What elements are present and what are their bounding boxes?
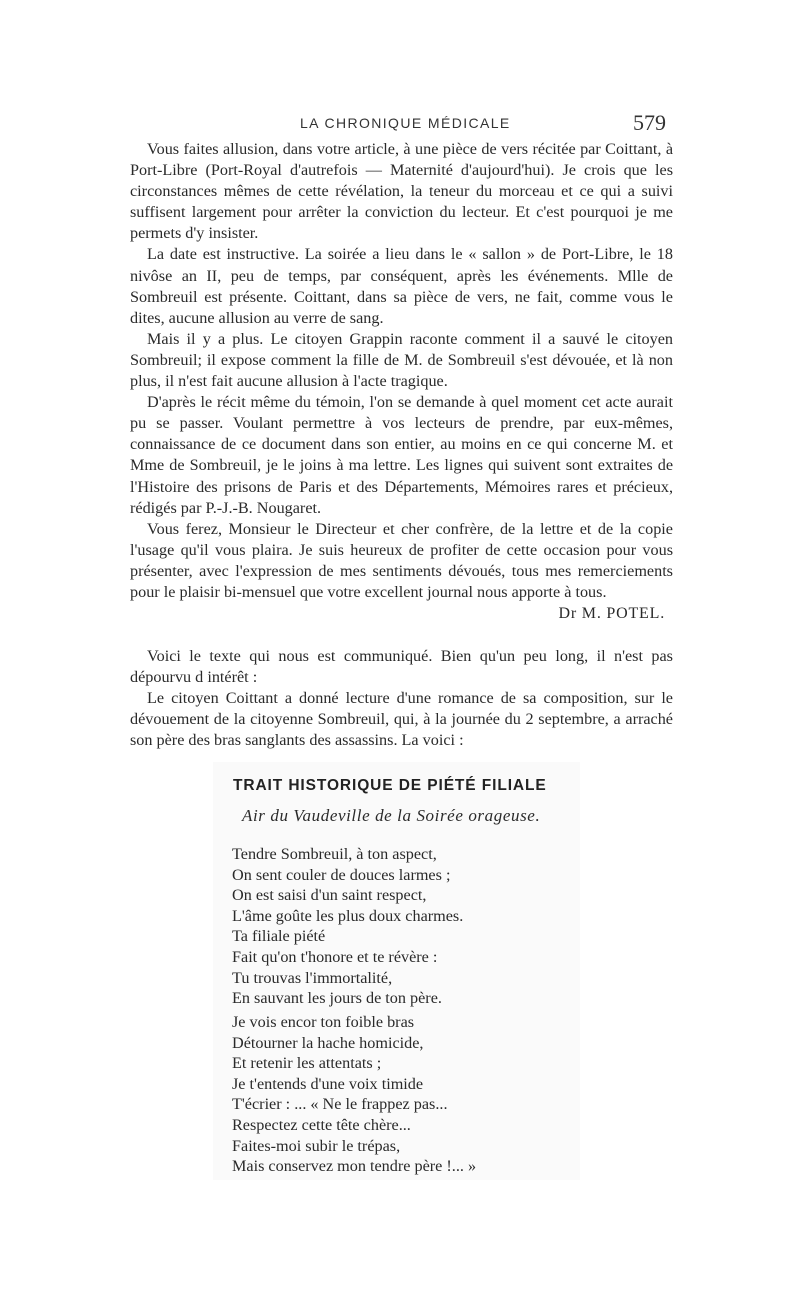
- letter-paragraph-4: D'après le récit même du témoin, l'on se demande à quel moment cet acte aurait pu se passer. Voulant permettre à vos lecteurs de prendre, par eux-mêmes, connaissance de ce document dans son entier, au moins en ce qui concerne M. et Mme de Sombreuil, je le joins à ma lettre. Les lignes qui suivent sont extraites de l'Histoire des prisons de Paris et des Départements, Mémoires rares et précieux, rédigés par P.-J.-B. Nougaret.: [130, 393, 673, 517]
- letter-paragraph-1: Vous faites allusion, dans votre article, à une pièce de vers récitée par Coittant, à Port-Libre (Port-Royal d'autrefois — Maternité d'aujourd'hui). Je crois que les circonstances mêmes de cette révélation, la teneur du morceau et ce qui a suivi suffisent largement pour arrêter la conviction du lecteur. Et c'est pourquoi je me permets d'y insister.: [130, 140, 673, 243]
- verse-line: L'âme goûte les plus doux charmes.: [232, 906, 464, 925]
- verse-line: Respectez cette tête chère...: [232, 1115, 411, 1134]
- verse-line: On sent couler de douces larmes ;: [232, 865, 451, 884]
- verse-line: Je vois encor ton foible bras: [232, 1013, 415, 1031]
- verse-line: Je t'entends d'une voix timide: [232, 1074, 424, 1093]
- verse-line: Fait qu'on t'honore et te révère :: [232, 947, 438, 966]
- verse-line: Détourner la hache homicide,: [232, 1033, 424, 1052]
- verse-line: Et retenir les attentats ;: [232, 1054, 382, 1073]
- verse-line: T'écrier : ... « Ne le frappez pas...: [232, 1095, 448, 1114]
- running-title: LA CHRONIQUE MÉDICALE: [300, 115, 511, 131]
- letter-paragraph-3: Mais il y a plus. Le citoyen Grappin raconte comment il a sauvé le citoyen Sombreuil; il expose comment la fille de M. de Sombreuil s'est dévouée, et là non plus, il n'est fait aucune allusion à l'acte tragique.: [130, 329, 673, 391]
- letter-paragraph-2: La date est instructive. La soirée a lieu dans le « sallon » de Port-Libre, le 18 nivôse an II, peu de temps, par conséquent, après les événements. Mlle de Sombreuil est présente. Coittant, dans sa pièce de vers, ne fait, comme vous le dites, aucune allusion au verre de sang.: [130, 245, 673, 327]
- verse-line: Tu trouvas l'immortalité,: [232, 968, 393, 987]
- verse-line: Ta filiale piété: [232, 927, 326, 946]
- verse-line: Tendre Sombreuil, à ton aspect,: [232, 845, 437, 863]
- verse-line: En sauvant les jours de ton père.: [232, 989, 442, 1008]
- page-header: [0, 110, 800, 137]
- article-body: [130, 139, 673, 752]
- intro-paragraph-2: Le citoyen Coittant a donné lecture d'une romance de sa composition, sur le dévouement de la citoyenne Sombreuil, qui, à la journée du 2 septembre, a arraché son père des bras sanglants des assassins. La voici :: [130, 689, 673, 750]
- poem-stanza-2: [232, 1012, 476, 1177]
- poem-air-line: Air du Vaudeville de la Soirée orageuse.: [242, 806, 541, 825]
- poem-title: TRAIT HISTORIQUE DE PIÉTÉ FILIALE: [233, 777, 547, 794]
- intro-paragraph-1: Voici le texte qui nous est communiqué. Bien qu'un peu long, il n'est pas dépourvu d intérêt :: [130, 647, 673, 687]
- letter-paragraph-5: Vous ferez, Monsieur le Directeur et cher confrère, de la lettre et de la copie l'usage qu'il vous plaira. Je suis heureux de profiter de cette occasion pour vous présenter, avec l'expression de mes sentiments dévoués, tous mes remerciements pour le plaisir bi-mensuel que votre excellent journal nous apporte à tous.: [130, 519, 673, 601]
- poem-stanza-1: [232, 844, 463, 1009]
- verse-line: On est saisi d'un saint respect,: [232, 886, 427, 905]
- verse-line: Mais conservez mon tendre père !... »: [232, 1157, 477, 1176]
- verse-line: Faites-moi subir le trépas,: [232, 1136, 401, 1155]
- section-spacer: [130, 625, 673, 646]
- page-number: 579: [633, 110, 666, 135]
- letter-signature: Dr M. POTEL.: [558, 605, 665, 623]
